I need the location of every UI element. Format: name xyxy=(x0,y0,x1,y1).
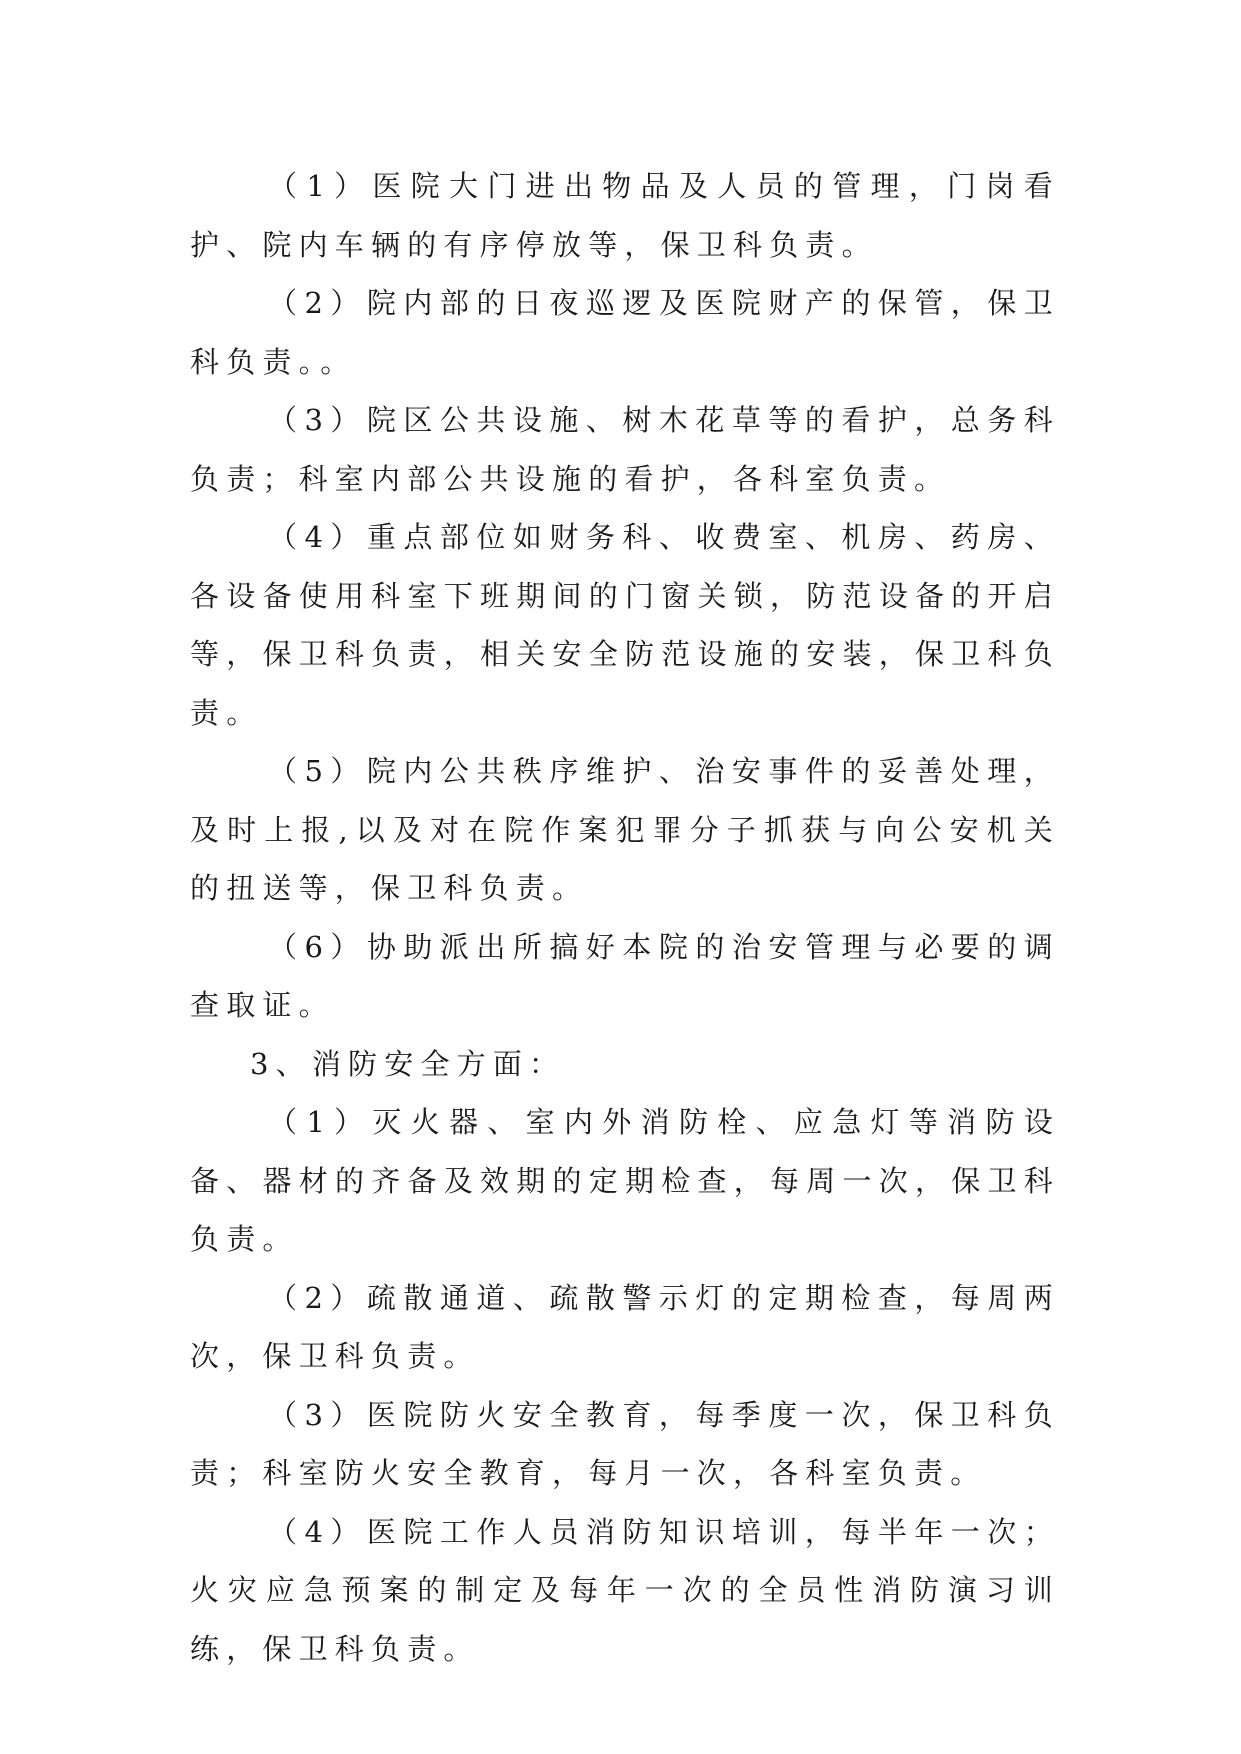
paragraph-public-order: （5）院内公共秩序维护、治安事件的妥善处理，及时上报,以及对在院作案犯罪分子抓获与向公安机关的扭送等，保卫科负责。 xyxy=(190,754,1060,905)
paragraph-fire-training: （4）医院工作人员消防知识培训，每半年一次；火灾应急预案的制定及每年一次的全员性消防演习训练，保卫科负责。 xyxy=(190,1514,1060,1666)
document-body xyxy=(190,157,1060,1678)
paragraph-gate-management: （1）医院大门进出物品及人员的管理，门岗看护、院内车辆的有序停放等，保卫科负责。 xyxy=(190,169,1060,262)
paragraph-fire-education: （3）医院防火安全教育，每季度一次，保卫科负责；科室防火安全教育，每月一次，各科室负责。 xyxy=(190,1397,1060,1490)
paragraph-evacuation: （2）疏散通道、疏散警示灯的定期检查，每周两次，保卫科负责。 xyxy=(190,1280,1060,1373)
paragraph-patrol: （2）院内部的日夜巡逻及医院财产的保管，保卫科负责。。 xyxy=(190,286,1060,379)
paragraph-public-facilities: （3）院区公共设施、树木花草等的看护，总务科负责；科室内部公共设施的看护，各科室负责。 xyxy=(190,403,1060,496)
paragraph-key-areas: （4）重点部位如财务科、收费室、机房、药房、各设备使用科室下班期间的门窗关锁，防范设备的开启等，保卫科负责，相关安全防范设施的安装，保卫科负责。 xyxy=(190,520,1060,730)
paragraph-police-assist: （6）协助派出所搞好本院的治安管理与必要的调查取证。 xyxy=(190,929,1060,1022)
section-heading-fire-safety: 3、消防安全方面： xyxy=(250,1046,566,1081)
paragraph-fire-equipment: （1）灭火器、室内外消防栓、应急灯等消防设备、器材的齐备及效期的定期检查，每周一次，保卫科负责。 xyxy=(190,1105,1060,1256)
